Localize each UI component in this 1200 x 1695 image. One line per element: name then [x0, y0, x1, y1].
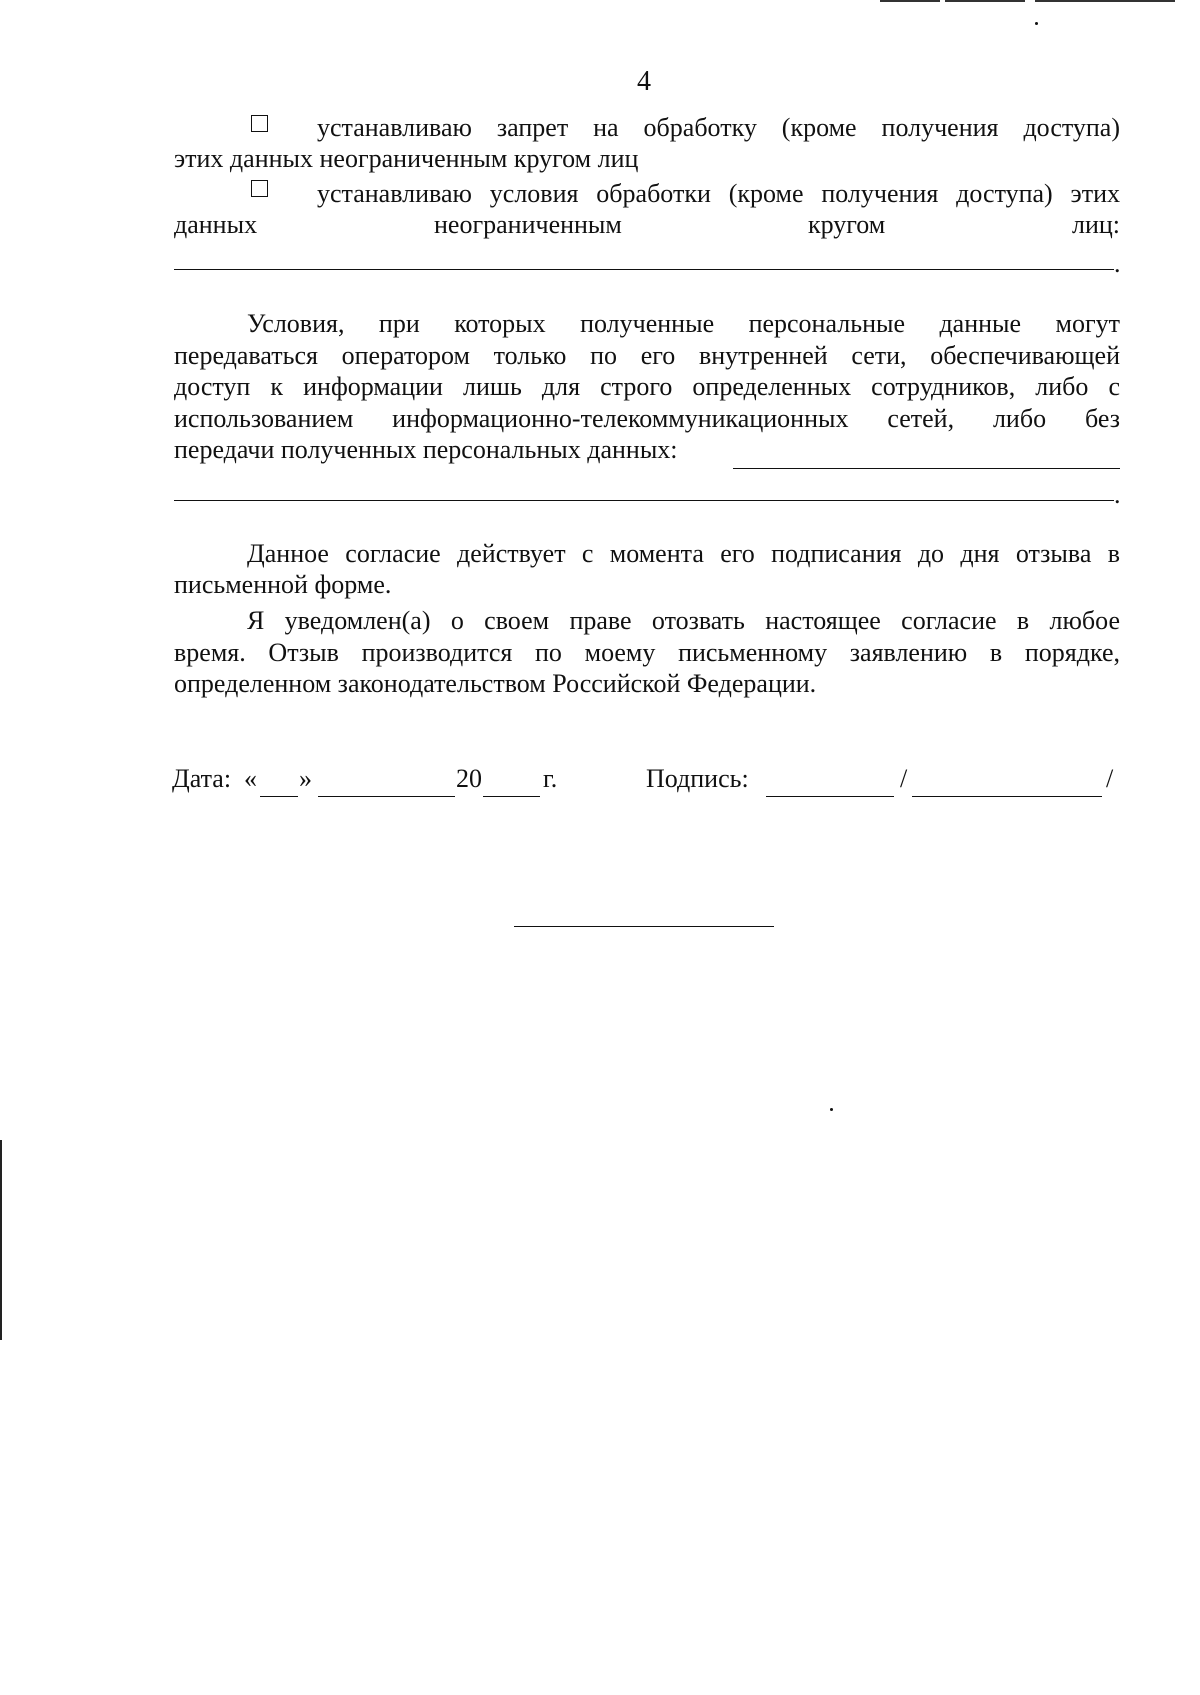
- validity-last-line: письменной форме.: [174, 570, 392, 599]
- option-ban-processing-line1: устанавливаю запрет на обработку (кроме получения доступа): [317, 113, 1120, 142]
- scan-artifact-top-line: [880, 0, 940, 2]
- date-day-blank[interactable]: [260, 796, 298, 797]
- option-set-conditions-word: кругом: [808, 210, 886, 239]
- signature-blank[interactable]: [766, 796, 894, 797]
- date-open-quote: «: [244, 764, 257, 793]
- date-year-blank[interactable]: [483, 796, 540, 797]
- notice-line2: время. Отзыв производится по моему письменному заявлению в порядке,: [174, 638, 1120, 667]
- validity-line1: Данное согласие действует с момента его подписания до дня отзыва в: [247, 539, 1120, 568]
- conditions-line4: использованием информационно-телекоммуникационных сетей, либо без: [174, 404, 1120, 433]
- date-label: Дата:: [172, 764, 232, 793]
- scan-artifact-left-edge: [0, 1140, 2, 1340]
- scan-speck: [830, 1108, 833, 1111]
- signature-label: Подпись:: [646, 764, 749, 793]
- option-set-conditions-word: лиц:: [1072, 210, 1121, 239]
- conditions-fill-line[interactable]: [733, 468, 1120, 469]
- conditions-line1: Условия, при которых полученные персональные данные могут: [247, 309, 1120, 338]
- date-month-blank[interactable]: [318, 796, 455, 797]
- conditions-last-line: передачи полученных персональных данных:: [174, 435, 678, 464]
- signature-separator: /: [1106, 764, 1114, 793]
- notice-line1: Я уведомлен(а) о своем праве отозвать настоящее согласие в любое: [247, 606, 1120, 635]
- conditions-end-mark: .: [1114, 480, 1121, 509]
- end-separator-line: [514, 926, 774, 927]
- conditions-line2: передаваться оператором только по его внутренней сети, обеспечивающей: [174, 341, 1120, 370]
- option-ban-processing-checkbox[interactable]: [251, 115, 268, 132]
- option-set-conditions-line1: устанавливаю условия обработки (кроме получения доступа) этих: [317, 179, 1120, 208]
- scan-speck: [1035, 22, 1038, 25]
- date-year-suffix: г.: [543, 764, 558, 793]
- option-set-conditions-checkbox[interactable]: [251, 180, 268, 197]
- conditions-line3: доступ к информации лишь для строго определенных сотрудников, либо с: [174, 372, 1120, 401]
- option-set-conditions-fill-line[interactable]: [174, 269, 1114, 270]
- scan-artifact-top-line: [1035, 0, 1175, 2]
- scan-artifact-top-line: [945, 0, 1025, 2]
- option-set-conditions-word: неограниченным: [434, 210, 622, 239]
- option-set-conditions-word: данных: [174, 210, 258, 239]
- date-year-prefix: 20: [456, 764, 482, 793]
- signature-separator: /: [900, 764, 908, 793]
- signature-name-blank[interactable]: [912, 796, 1102, 797]
- notice-last-line: определенном законодательством Российской Федерации.: [174, 669, 817, 698]
- option-set-conditions-end-mark: .: [1114, 249, 1121, 278]
- option-ban-processing-line2: этих данных неограниченным кругом лиц: [174, 144, 639, 173]
- page-number: 4: [637, 66, 651, 97]
- conditions-fill-line[interactable]: [174, 500, 1114, 501]
- date-close-quote: »: [299, 764, 312, 793]
